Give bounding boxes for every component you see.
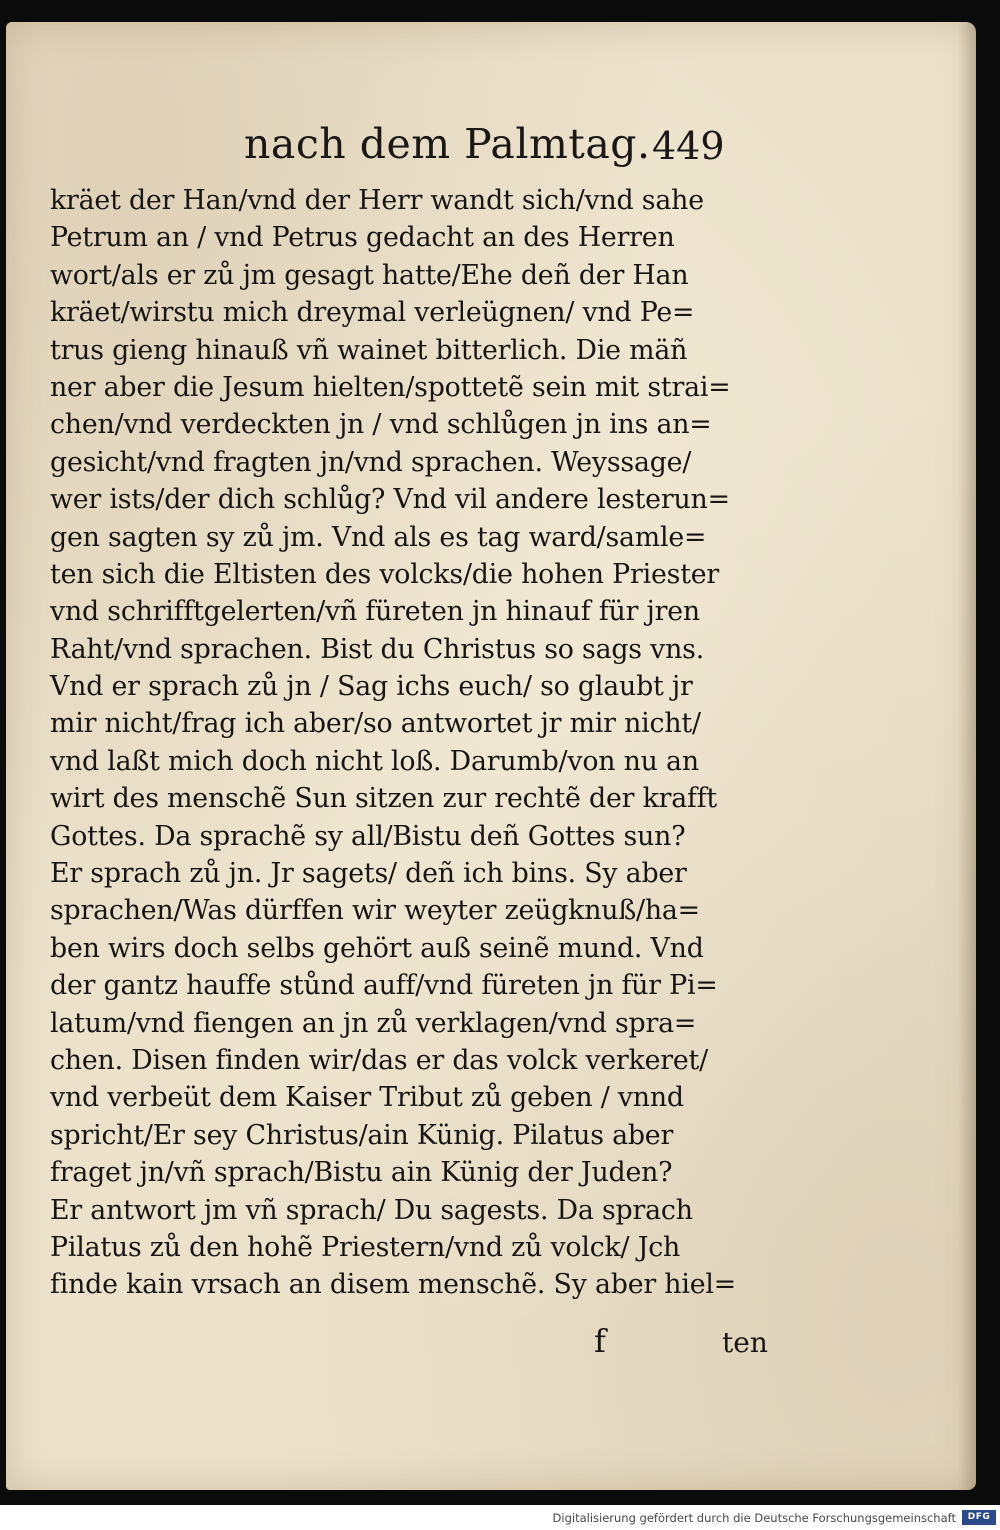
page-edge-shadow bbox=[958, 22, 976, 1490]
text-line: fraget jn/vñ sprach/Bistu ain Künig der Juden? bbox=[50, 1157, 673, 1189]
text-line: ten sich die Eltisten des volcks/die hohen Priester bbox=[50, 558, 720, 590]
text-line: mir nicht/frag ich aber/so antwortet jr mir nicht/ bbox=[50, 708, 701, 740]
dfg-logo-icon: DFG bbox=[962, 1510, 996, 1525]
signature-mark: f bbox=[594, 1322, 606, 1360]
text-line: kräet der Han/vnd der Herr wandt sich/vnd sahe bbox=[50, 185, 704, 216]
text-line: Vnd er sprach zů jn / Sag ichs euch/ so glaubt jr bbox=[50, 671, 693, 703]
text-line: vnd schrifftgelerten/vñ füreten jn hinauf für jren bbox=[50, 596, 700, 628]
text-line: spricht/Er sey Christus/ain Künig. Pilatus aber bbox=[50, 1119, 674, 1151]
text-line: wort/als er zů jm gesagt hatte/Ehe deñ der Han bbox=[50, 259, 689, 291]
text-line: gen sagten sy zů jm. Vnd als es tag ward/samle= bbox=[50, 521, 707, 553]
text-line: latum/vnd fiengen an jn zů verklagen/vnd spra= bbox=[50, 1007, 697, 1039]
text-line: trus gieng hinauß vñ wainet bitterlich. Die mäñ bbox=[50, 334, 688, 366]
credit-bar bbox=[0, 1505, 1000, 1530]
text-line: finde kain vrsach an disem menschẽ. Sy aber hiel= bbox=[50, 1269, 736, 1301]
text-line: Petrum an / vnd Petrus gedacht an des Herren bbox=[50, 222, 675, 254]
body-text bbox=[50, 182, 810, 1304]
text-line: Er sprach zů jn. Jr sagets/ deñ ich bins. Sy aber bbox=[50, 858, 687, 890]
text-line: wer ists/der dich schlůg? Vnd vil andere lesterun= bbox=[50, 484, 730, 516]
text-line: wirt des menschẽ Sun sitzen zur rechtẽ der krafft bbox=[50, 783, 717, 815]
text-line: ben wirs doch selbs gehört auß seinẽ mund. Vnd bbox=[50, 932, 704, 964]
text-line: vnd laßt mich doch nicht loß. Darumb/von nu an bbox=[50, 745, 699, 777]
catchword: ten bbox=[722, 1326, 768, 1359]
page-number: 449 bbox=[652, 124, 725, 168]
text-line: gesicht/vnd fragten jn/vnd sprachen. Weyssage/ bbox=[50, 446, 692, 478]
text-line: Pilatus zů den hohẽ Priestern/vnd zů volck/ Jch bbox=[50, 1231, 681, 1263]
text-line: Raht/vnd sprachen. Bist du Christus so sags vns. bbox=[50, 633, 705, 665]
funding-credit: Digitalisierung gefördert durch die Deutsche Forschungsgemeinschaft bbox=[552, 1511, 956, 1525]
text-line: sprachen/Was dürffen wir weyter zeügknuß/ha= bbox=[50, 895, 700, 927]
page-footer bbox=[6, 1322, 976, 1372]
book-page bbox=[6, 22, 976, 1490]
page-header bbox=[244, 120, 764, 180]
running-head: nach dem Palmtag. bbox=[244, 120, 651, 168]
text-line: vnd verbeüt dem Kaiser Tribut zů geben / vnnd bbox=[50, 1082, 684, 1114]
text-line: Gottes. Da sprachẽ sy all/Bistu deñ Gottes sun? bbox=[50, 820, 686, 852]
text-line: chen. Disen finden wir/das er das volck verkeret/ bbox=[50, 1044, 708, 1076]
text-line: der gantz hauffe stůnd auff/vnd füreten jn für Pi= bbox=[50, 970, 718, 1002]
text-line: Er antwort jm vñ sprach/ Du sagests. Da sprach bbox=[50, 1194, 693, 1226]
text-line: ner aber die Jesum hielten/spottetẽ sein mit strai= bbox=[50, 371, 731, 403]
text-line: kräet/wirstu mich dreymal verleügnen/ vnd Pe= bbox=[50, 297, 695, 329]
text-line: chen/vnd verdeckten jn / vnd schlůgen jn ins an= bbox=[50, 409, 712, 441]
